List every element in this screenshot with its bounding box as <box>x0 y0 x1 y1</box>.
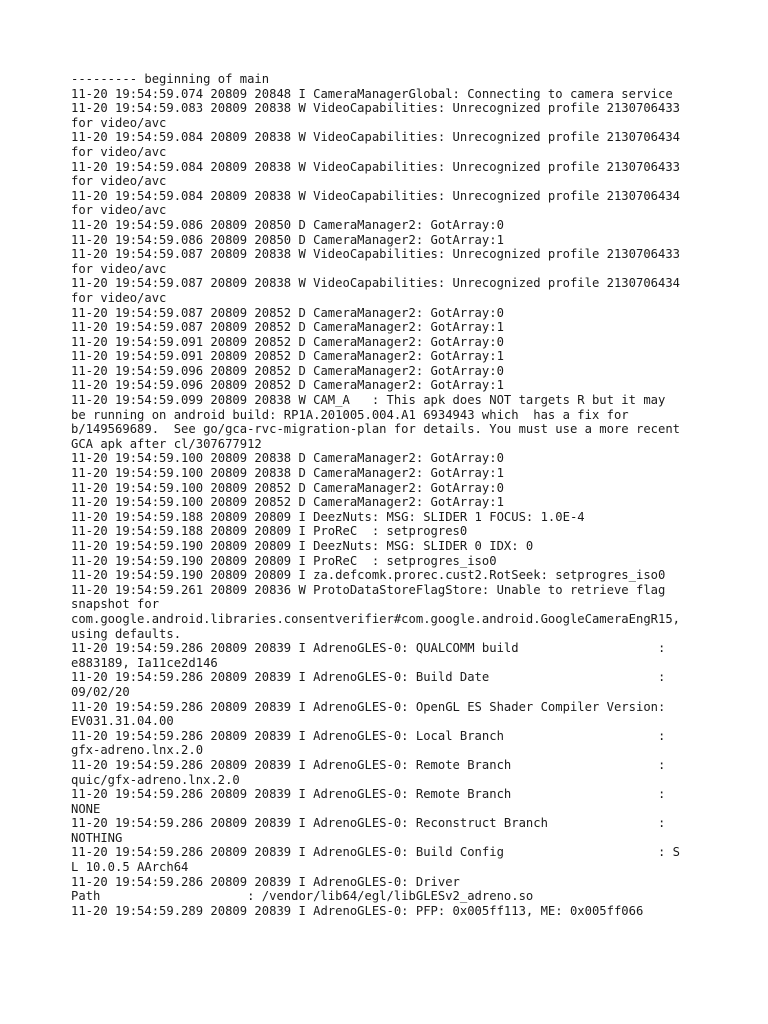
log-line: 11-20 19:54:59.286 20809 20839 I AdrenoGLES-0: Local Branch : <box>71 728 666 743</box>
log-line: GCA apk after cl/307677912 <box>71 436 262 451</box>
log-line: 09/02/20 <box>71 684 130 699</box>
log-line: NONE <box>71 801 101 816</box>
log-line: 11-20 19:54:59.083 20809 20838 W VideoCapabilities: Unrecognized profile 2130706433 <box>71 101 681 116</box>
log-line: 11-20 19:54:59.100 20809 20852 D CameraManager2: GotArray:1 <box>71 495 504 510</box>
log-line: 11-20 19:54:59.087 20809 20838 W VideoCapabilities: Unrecognized profile 2130706434 <box>71 276 681 291</box>
log-line: 11-20 19:54:59.100 20809 20852 D CameraManager2: GotArray:0 <box>71 480 504 495</box>
log-line: for video/avc <box>71 144 167 159</box>
log-line: 11-20 19:54:59.286 20809 20839 I AdrenoGLES-0: QUALCOMM build : <box>71 641 666 656</box>
log-line: 11-20 19:54:59.286 20809 20839 I AdrenoGLES-0: Build Date : <box>71 670 666 685</box>
log-line: b/149569689. See go/gca-rvc-migration-plan for details. You must use a more recent <box>71 422 681 437</box>
log-line: 11-20 19:54:59.286 20809 20839 I AdrenoGLES-0: OpenGL ES Shader Compiler Version: <box>71 699 666 714</box>
log-line: 11-20 19:54:59.096 20809 20852 D CameraManager2: GotArray:0 <box>71 363 504 378</box>
log-line: com.google.android.libraries.consentverifier#com.google.android.GoogleCameraEngR15, <box>71 611 681 626</box>
log-line: 11-20 19:54:59.087 20809 20852 D CameraManager2: GotArray:0 <box>71 305 504 320</box>
log-line: using defaults. <box>71 626 182 641</box>
log-line: e883189, Ia11ce2d146 <box>71 655 218 670</box>
log-line: 11-20 19:54:59.261 20809 20836 W ProtoDataStoreFlagStore: Unable to retrieve flag <box>71 582 666 597</box>
log-line: 11-20 19:54:59.074 20809 20848 I CameraManagerGlobal: Connecting to camera service <box>71 86 673 101</box>
log-line: 11-20 19:54:59.084 20809 20838 W VideoCapabilities: Unrecognized profile 2130706434 <box>71 130 681 145</box>
log-line: 11-20 19:54:59.084 20809 20838 W VideoCapabilities: Unrecognized profile 2130706434 <box>71 188 681 203</box>
log-line: NOTHING <box>71 830 123 845</box>
log-line: be running on android build: RP1A.201005.004.A1 6934943 which has a fix for <box>71 407 629 422</box>
log-line: 11-20 19:54:59.086 20809 20850 D CameraManager2: GotArray:1 <box>71 232 504 247</box>
log-line: gfx-adreno.lnx.2.0 <box>71 743 204 758</box>
log-line: 11-20 19:54:59.086 20809 20850 D CameraManager2: GotArray:0 <box>71 217 504 232</box>
log-line: quic/gfx-adreno.lnx.2.0 <box>71 772 240 787</box>
log-line: EV031.31.04.00 <box>71 714 174 729</box>
log-line: 11-20 19:54:59.190 20809 20809 I DeezNuts: MSG: SLIDER 0 IDX: 0 <box>71 539 534 553</box>
log-line: 11-20 19:54:59.190 20809 20809 I za.defcomk.prorec.cust2.RotSeek: setprogres_iso0 <box>71 568 666 583</box>
log-line: for video/avc <box>71 290 167 305</box>
log-line: 11-20 19:54:59.286 20809 20839 I AdrenoGLES-0: Remote Branch : <box>71 757 666 772</box>
log-line: --------- beginning of main <box>71 72 270 86</box>
log-line: 11-20 19:54:59.286 20809 20839 I AdrenoGLES-0: Remote Branch : <box>71 787 666 802</box>
log-line: 11-20 19:54:59.100 20809 20838 D CameraManager2: GotArray:1 <box>71 466 504 481</box>
log-line: 11-20 19:54:59.099 20809 20838 W CAM_A : This apk does NOT targets R but it may <box>71 393 666 408</box>
log-line: 11-20 19:54:59.084 20809 20838 W VideoCapabilities: Unrecognized profile 2130706433 <box>71 159 681 174</box>
log-line: 11-20 19:54:59.096 20809 20852 D CameraManager2: GotArray:1 <box>71 378 504 393</box>
log-line: snapshot for <box>71 597 160 612</box>
log-line: for video/avc <box>71 174 167 189</box>
log-line: 11-20 19:54:59.286 20809 20839 I AdrenoGLES-0: Driver <box>71 874 460 889</box>
log-line: Path : /vendor/lib64/egl/libGLESv2_adreno.so <box>71 889 534 904</box>
log-output <box>71 72 711 918</box>
log-line: 11-20 19:54:59.087 20809 20852 D CameraManager2: GotArray:1 <box>71 320 504 335</box>
log-line: L 10.0.5 AArch64 <box>71 860 189 875</box>
log-line: 11-20 19:54:59.190 20809 20809 I ProReC : setprogres_iso0 <box>71 553 497 568</box>
log-line: 11-20 19:54:59.188 20809 20809 I ProReC : setprogres0 <box>71 524 468 539</box>
log-line: 11-20 19:54:59.100 20809 20838 D CameraManager2: GotArray:0 <box>71 451 504 466</box>
log-line: 11-20 19:54:59.286 20809 20839 I AdrenoGLES-0: Reconstruct Branch : <box>71 816 666 831</box>
log-line: 11-20 19:54:59.091 20809 20852 D CameraManager2: GotArray:0 <box>71 334 504 349</box>
log-line: 11-20 19:54:59.087 20809 20838 W VideoCapabilities: Unrecognized profile 2130706433 <box>71 247 681 262</box>
log-line: for video/avc <box>71 203 167 218</box>
log-line: for video/avc <box>71 261 167 276</box>
log-line: for video/avc <box>71 115 167 130</box>
log-line: 11-20 19:54:59.091 20809 20852 D CameraManager2: GotArray:1 <box>71 349 504 364</box>
log-line: 11-20 19:54:59.188 20809 20809 I DeezNuts: MSG: SLIDER 1 FOCUS: 1.0E-4 <box>71 509 585 524</box>
log-line: 11-20 19:54:59.286 20809 20839 I AdrenoGLES-0: Build Config : S <box>71 845 681 860</box>
log-line: 11-20 19:54:59.289 20809 20839 I AdrenoGLES-0: PFP: 0x005ff113, ME: 0x005ff066 <box>71 903 644 918</box>
